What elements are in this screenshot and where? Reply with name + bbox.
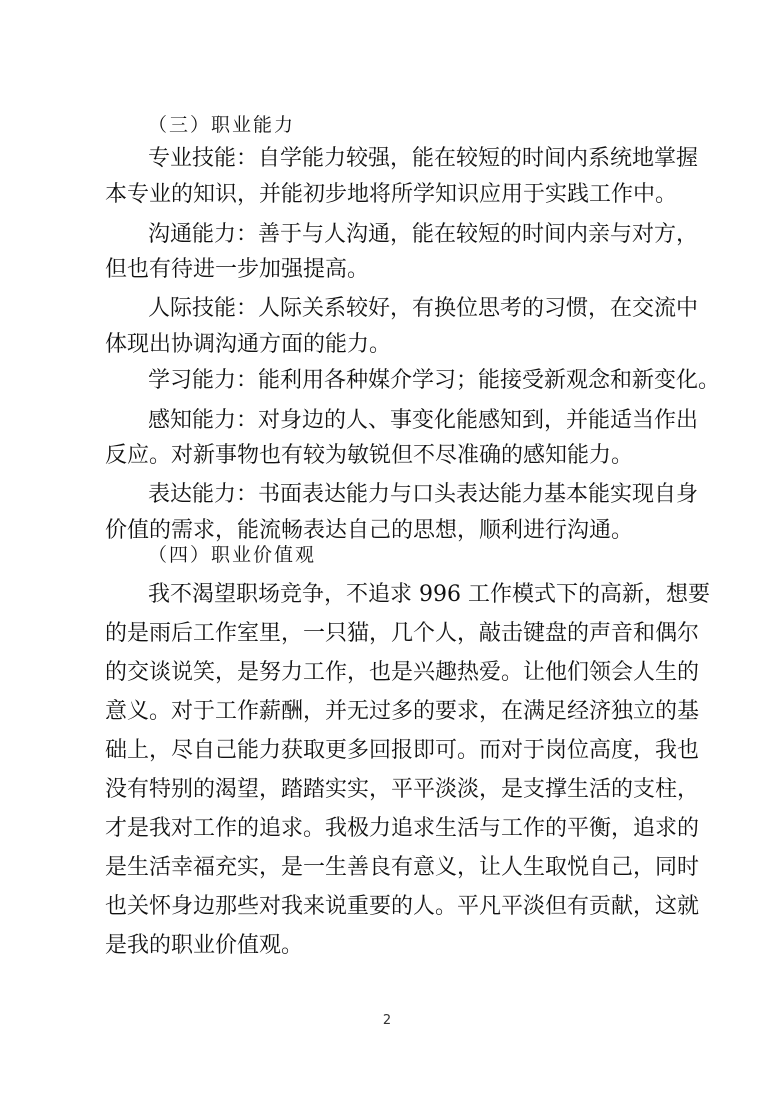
paragraph-line: 学习能力：能利用各种媒介学习；能接受新观念和新变化。 bbox=[148, 368, 721, 393]
paragraph-line: 感知能力：对身边的人、事变化能感知到，并能适当作出 bbox=[148, 408, 699, 433]
paragraph-line: 是生活幸福充实，是一生善良有意义，让人生取悦自己，同时 bbox=[105, 855, 700, 880]
paragraph-line: 但也有待进一步加强提高。 bbox=[105, 257, 370, 282]
paragraph-line: 本专业的知识，并能初步地将所学知识应用于实践工作中。 bbox=[105, 182, 678, 207]
paragraph-line: 的交谈说笑，是努力工作，也是兴趣热爱。让他们领会人生的 bbox=[105, 660, 700, 685]
paragraph-line: 也关怀身边那些对我来说重要的人。平凡平淡但有贡献，这就 bbox=[105, 894, 700, 919]
paragraph-line: 表达能力：书面表达能力与口头表达能力基本能实现自身 bbox=[148, 482, 699, 507]
page-number: 2 bbox=[382, 1013, 392, 1028]
paragraph-line: 意义。对于工作薪酬，并无过多的要求，在满足经济独立的基 bbox=[105, 699, 700, 724]
paragraph-line: 我不渴望职场竞争，不追求 996 工作模式下的高新，想要 bbox=[148, 582, 710, 607]
paragraph-line: 是我的职业价值观。 bbox=[105, 933, 304, 958]
paragraph-line: 础上，尽自己能力获取更多回报即可。而对于岗位高度，我也 bbox=[105, 738, 700, 763]
paragraph-line: 没有特别的渴望，踏踏实实，平平淡淡，是支撑生活的支柱， bbox=[105, 777, 700, 802]
paragraph-line: 才是我对工作的追求。我极力追求生活与工作的平衡，追求的 bbox=[105, 816, 700, 841]
paragraph-line: 的是雨后工作室里，一只猫，几个人，敲击键盘的声音和偶尔 bbox=[105, 621, 700, 646]
section-heading-career-ability: （三）职业能力 bbox=[148, 114, 296, 136]
paragraph-line: 反应。对新事物也有较为敏锐但不尽准确的感知能力。 bbox=[105, 443, 634, 468]
paragraph-line: 人际技能：人际关系较好，有换位思考的习惯，在交流中 bbox=[148, 296, 699, 321]
section-heading-career-values: （四）职业价值观 bbox=[148, 544, 317, 566]
paragraph-line: 体现出协调沟通方面的能力。 bbox=[105, 332, 392, 357]
paragraph-line: 沟通能力：善于与人沟通，能在较短的时间内亲与对方， bbox=[148, 222, 699, 247]
paragraph-line: 专业技能：自学能力较强，能在较短的时间内系统地掌握 bbox=[148, 146, 699, 171]
paragraph-line: 价值的需求，能流畅表达自己的思想，顺利进行沟通。 bbox=[105, 518, 634, 543]
